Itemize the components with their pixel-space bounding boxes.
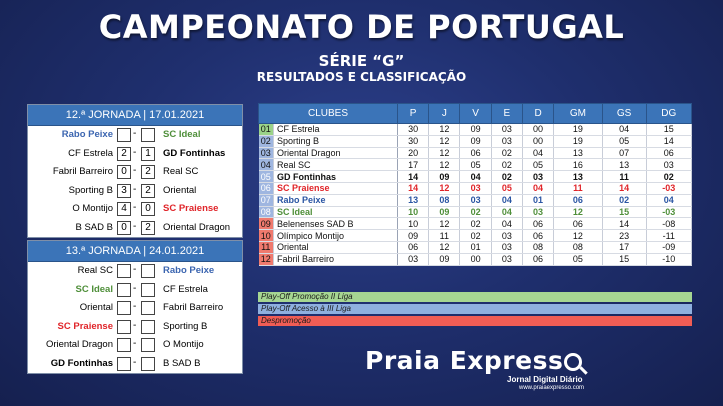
stat-cell: -08 (646, 218, 691, 230)
match-row (28, 163, 242, 182)
away-team: Oriental Dragon (163, 221, 231, 233)
match-row (28, 336, 242, 355)
home-team: O Montijo (72, 203, 113, 214)
away-team: SC Praiense (163, 203, 219, 214)
stat-cell: 14 (602, 182, 646, 194)
series-label: SÉRIE “G” (318, 52, 405, 70)
home-team: Oriental (79, 302, 113, 313)
stat-cell: 06 (646, 147, 691, 159)
score-dash: - (133, 146, 137, 158)
stat-cell: 12 (554, 230, 603, 242)
col-header-gs: GS (602, 104, 646, 124)
stat-cell: 00 (522, 124, 553, 136)
away-team: O Montijo (163, 339, 204, 350)
stat-cell: -10 (646, 253, 691, 265)
position-cell: 07 (259, 194, 274, 206)
stat-cell: 09 (460, 124, 491, 136)
stat-cell: 01 (460, 241, 491, 253)
stat-cell: 04 (491, 206, 522, 218)
match-row (28, 281, 242, 300)
stat-cell: 10 (398, 206, 429, 218)
table-row (259, 182, 692, 194)
stat-cell: -11 (646, 230, 691, 242)
stat-cell: 14 (398, 182, 429, 194)
match-row (28, 182, 242, 201)
away-team: Sporting B (163, 320, 208, 332)
stat-cell: 08 (554, 241, 603, 253)
stat-cell: 03 (646, 159, 691, 171)
stat-cell: 05 (522, 159, 553, 171)
home-team: SC Praiense (57, 320, 113, 332)
home-team: Oriental Dragon (45, 339, 113, 350)
stat-cell: 06 (554, 194, 603, 206)
stat-cell: 14 (398, 171, 429, 183)
home-team: B SAD B (75, 221, 113, 233)
away-score: 2 (141, 184, 155, 198)
home-team: Fabril Barreiro (52, 166, 113, 177)
match-row (28, 200, 242, 219)
home-team: Real SC (77, 265, 113, 276)
col-header-p: P (398, 104, 429, 124)
away-team: Oriental (163, 184, 197, 196)
stat-cell: 09 (429, 206, 460, 218)
magnifier-icon (564, 353, 582, 371)
stat-cell: 20 (398, 147, 429, 159)
home-score (117, 338, 131, 352)
away-team: GD Fontinhas (163, 147, 226, 159)
score-dash: - (133, 202, 137, 213)
stat-cell: 06 (522, 218, 553, 230)
stat-cell: 01 (522, 194, 553, 206)
away-team: CF Estrela (163, 283, 208, 295)
away-score (141, 128, 155, 142)
jornada-13-panel (27, 240, 243, 374)
home-score: 0 (117, 165, 131, 179)
score-dash: - (133, 220, 137, 232)
score-dash: - (133, 282, 137, 294)
stat-cell: 00 (460, 253, 491, 265)
stat-cell: 05 (554, 253, 603, 265)
match-row (28, 126, 242, 145)
col-header-j: J (429, 104, 460, 124)
stat-cell: 04 (522, 182, 553, 194)
stat-cell: 04 (646, 194, 691, 206)
stat-cell: 04 (522, 147, 553, 159)
stat-cell: 11 (429, 230, 460, 242)
score-dash: - (133, 264, 137, 275)
position-cell: 12 (259, 253, 274, 265)
stat-cell: 02 (491, 159, 522, 171)
home-score (117, 283, 131, 297)
position-cell: 11 (259, 241, 274, 253)
stat-cell: 13 (554, 147, 603, 159)
stat-cell: 03 (491, 124, 522, 136)
stat-cell: 12 (429, 182, 460, 194)
table-row (259, 159, 692, 171)
legend-access: Play-Off Acesso à III Liga (258, 304, 692, 314)
club-cell: Rabo Peixe (274, 194, 398, 206)
stat-cell: 04 (491, 194, 522, 206)
stat-cell: 02 (602, 194, 646, 206)
stat-cell: 30 (398, 135, 429, 147)
match-row (28, 262, 242, 281)
stat-cell: 14 (602, 218, 646, 230)
home-score (117, 357, 131, 371)
brand-name-part1: Praia (365, 346, 441, 375)
score-dash: - (133, 165, 137, 176)
stat-cell: 04 (460, 171, 491, 183)
stat-cell: 05 (491, 182, 522, 194)
match-row (28, 318, 242, 337)
club-cell: Belenenses SAD B (274, 218, 398, 230)
club-cell: Fabril Barreiro (274, 253, 398, 265)
home-score (117, 301, 131, 315)
stat-cell: 02 (460, 230, 491, 242)
away-score: 2 (141, 221, 155, 235)
home-score: 4 (117, 202, 131, 216)
club-cell: GD Fontinhas (274, 171, 398, 183)
home-score: 3 (117, 184, 131, 198)
stat-cell: 00 (522, 135, 553, 147)
match-row (28, 299, 242, 318)
col-header-dg: DG (646, 104, 691, 124)
stat-cell: 03 (491, 253, 522, 265)
match-row (28, 355, 242, 374)
score-dash: - (133, 338, 137, 349)
stat-cell: 09 (429, 253, 460, 265)
brand-url: www.praiaexpresso.com (519, 385, 585, 391)
home-score: 2 (117, 147, 131, 161)
stat-cell: 03 (460, 182, 491, 194)
stat-cell: 02 (460, 218, 491, 230)
col-header-gm: GM (554, 104, 603, 124)
stat-cell: 06 (554, 218, 603, 230)
stat-cell: 02 (491, 147, 522, 159)
score-dash: - (133, 301, 137, 312)
club-cell: Olímpico Montijo (274, 230, 398, 242)
position-cell: 06 (259, 182, 274, 194)
standings-header-row (259, 104, 692, 124)
stat-cell: 19 (554, 124, 603, 136)
table-row (259, 135, 692, 147)
stat-cell: 30 (398, 124, 429, 136)
away-score: 1 (141, 147, 155, 161)
away-team: B SAD B (163, 357, 201, 369)
club-cell: SC Praiense (274, 182, 398, 194)
table-row (259, 241, 692, 253)
away-score (141, 301, 155, 315)
away-score (141, 338, 155, 352)
stat-cell: 05 (602, 135, 646, 147)
stat-cell: 03 (491, 230, 522, 242)
legend-promo: Play-Off Promoção II Liga (258, 292, 692, 302)
stat-cell: 02 (491, 171, 522, 183)
away-score: 2 (141, 165, 155, 179)
stat-cell: 09 (429, 171, 460, 183)
away-score (141, 320, 155, 334)
stat-cell: 16 (554, 159, 603, 171)
stat-cell: 02 (460, 206, 491, 218)
stat-cell: 17 (602, 241, 646, 253)
position-cell: 01 (259, 124, 274, 136)
stat-cell: 03 (460, 194, 491, 206)
table-row (259, 230, 692, 242)
stat-cell: 12 (429, 135, 460, 147)
stat-cell: 13 (398, 194, 429, 206)
score-dash: - (133, 183, 137, 195)
stat-cell: 02 (646, 171, 691, 183)
home-score: 0 (117, 221, 131, 235)
stat-cell: 13 (602, 159, 646, 171)
col-header-clubes: CLUBES (259, 104, 398, 124)
table-row (259, 147, 692, 159)
stat-cell: 14 (646, 135, 691, 147)
stat-cell: 12 (429, 241, 460, 253)
legend-relegation: Despromoção (258, 316, 692, 326)
score-dash: - (133, 356, 137, 368)
table-row (259, 124, 692, 136)
position-cell: 02 (259, 135, 274, 147)
away-score: 0 (141, 202, 155, 216)
jornada-12-title: 12.ª JORNADA | 17.01.2021 (28, 105, 242, 126)
stat-cell: 12 (429, 159, 460, 171)
col-header-d: D (522, 104, 553, 124)
stat-cell: -09 (646, 241, 691, 253)
table-row (259, 171, 692, 183)
away-team: Real SC (163, 166, 199, 177)
stat-cell: -03 (646, 206, 691, 218)
table-row (259, 218, 692, 230)
standings-table (258, 103, 692, 266)
home-team: SC Ideal (75, 283, 113, 295)
jornada-13-title: 13.ª JORNADA | 24.01.2021 (28, 241, 242, 262)
club-cell: Oriental Dragon (274, 147, 398, 159)
away-team: SC Ideal (163, 129, 201, 140)
club-cell: Oriental (274, 241, 398, 253)
match-row (28, 219, 242, 238)
club-cell: Real SC (274, 159, 398, 171)
position-cell: 03 (259, 147, 274, 159)
stat-cell: 15 (646, 124, 691, 136)
home-score (117, 128, 131, 142)
stat-cell: 06 (460, 147, 491, 159)
stat-cell: 19 (554, 135, 603, 147)
stat-cell: 11 (554, 182, 603, 194)
stat-cell: 03 (522, 206, 553, 218)
stat-cell: 12 (429, 147, 460, 159)
stat-cell: 17 (398, 159, 429, 171)
home-score (117, 264, 131, 278)
stat-cell: 15 (602, 206, 646, 218)
stat-cell: 08 (522, 241, 553, 253)
home-team: GD Fontinhas (50, 357, 113, 369)
stat-cell: 12 (429, 124, 460, 136)
brand-logo (365, 346, 582, 375)
col-header-v: V (460, 104, 491, 124)
position-cell: 05 (259, 171, 274, 183)
away-score (141, 357, 155, 371)
away-score (141, 283, 155, 297)
club-cell: SC Ideal (274, 206, 398, 218)
stat-cell: 12 (429, 218, 460, 230)
table-row (259, 206, 692, 218)
away-team: Rabo Peixe (163, 265, 215, 276)
club-cell: Sporting B (274, 135, 398, 147)
home-team: CF Estrela (68, 147, 113, 159)
position-cell: 08 (259, 206, 274, 218)
stat-cell: 10 (398, 218, 429, 230)
stat-cell: 06 (522, 253, 553, 265)
stat-cell: 06 (398, 241, 429, 253)
stat-cell: 08 (429, 194, 460, 206)
stat-cell: 03 (398, 253, 429, 265)
table-row (259, 194, 692, 206)
score-dash: - (133, 128, 137, 139)
stat-cell: 07 (602, 147, 646, 159)
position-cell: 04 (259, 159, 274, 171)
home-team: Rabo Peixe (61, 129, 113, 140)
stat-cell: 12 (554, 206, 603, 218)
position-cell: 10 (259, 230, 274, 242)
col-header-e: E (491, 104, 522, 124)
page-title: CAMPEONATO DE PORTUGAL (98, 8, 625, 46)
brand-tagline: Jornal Digital Diário (507, 375, 583, 384)
club-cell: CF Estrela (274, 124, 398, 136)
stat-cell: 15 (602, 253, 646, 265)
stat-cell: -03 (646, 182, 691, 194)
stat-cell: 04 (602, 124, 646, 136)
stat-cell: 13 (554, 171, 603, 183)
away-team: Fabril Barreiro (163, 302, 224, 313)
page-subtitle: RESULTADOS E CLASSIFICAÇÃO (256, 70, 467, 84)
jornada-12-panel (27, 104, 243, 238)
stat-cell: 03 (491, 241, 522, 253)
home-team: Sporting B (68, 184, 113, 196)
stat-cell: 09 (398, 230, 429, 242)
stat-cell: 09 (460, 135, 491, 147)
stat-cell: 03 (522, 171, 553, 183)
stat-cell: 06 (522, 230, 553, 242)
stat-cell: 11 (602, 171, 646, 183)
stat-cell: 23 (602, 230, 646, 242)
stat-cell: 04 (491, 218, 522, 230)
stat-cell: 05 (460, 159, 491, 171)
table-row (259, 253, 692, 265)
match-row (28, 145, 242, 164)
away-score (141, 264, 155, 278)
stat-cell: 03 (491, 135, 522, 147)
position-cell: 09 (259, 218, 274, 230)
home-score (117, 320, 131, 334)
brand-name-part2: Express (449, 346, 564, 375)
score-dash: - (133, 319, 137, 331)
